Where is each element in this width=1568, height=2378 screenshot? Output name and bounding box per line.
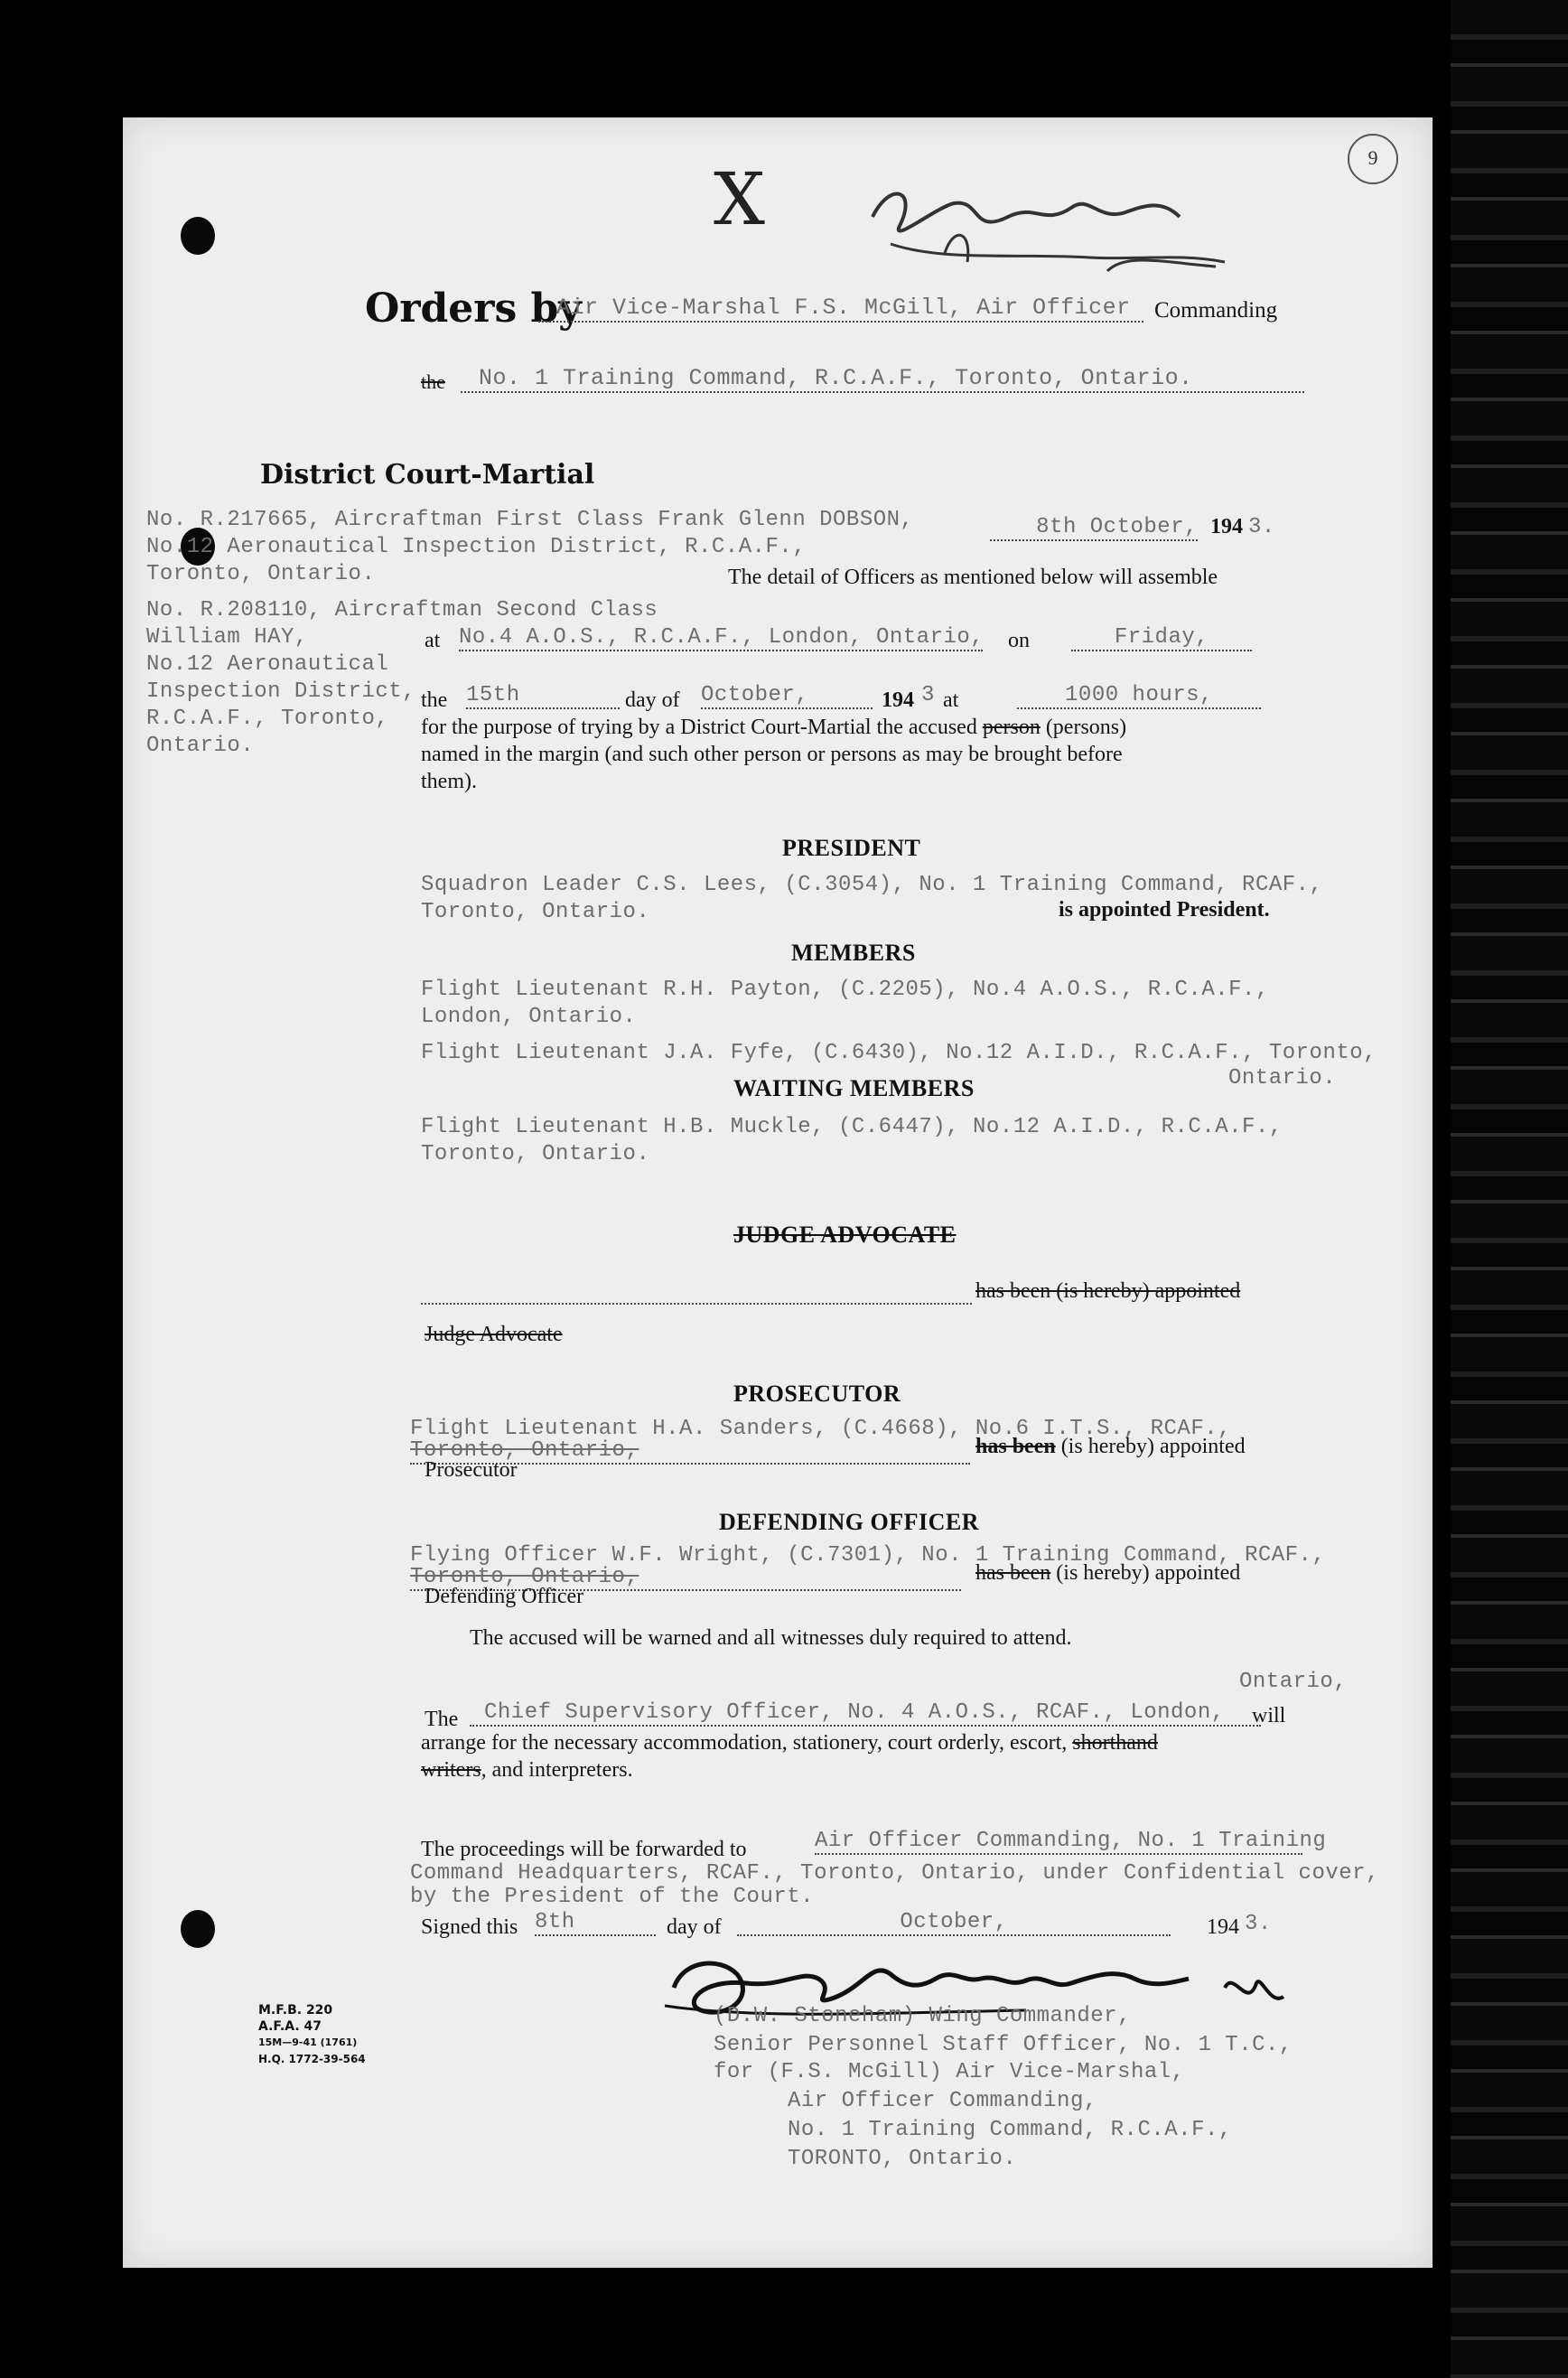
arrange-shorthand: shorthand xyxy=(1072,1731,1158,1755)
order-year-prefix: 194 xyxy=(1210,515,1243,538)
members-heading: MEMBERS xyxy=(791,940,916,966)
assembly-place: No.4 A.O.S., R.C.A.F., London, Ontario, xyxy=(459,625,985,650)
accused-2-line-4: Inspection District, xyxy=(146,679,416,704)
accused-warning-text: The accused will be warned and all witnesses duly required to attend. xyxy=(470,1626,1072,1650)
on-label: on xyxy=(1008,629,1030,652)
signature-line-4: Air Officer Commanding, xyxy=(788,2089,1097,2113)
arrange-writers: writers xyxy=(421,1758,481,1782)
prosecutor-line-2: Toronto, Ontario, xyxy=(410,1438,970,1465)
forward-line-2: Command Headquarters, RCAF., Toronto, Ontario, under Confidential cover, xyxy=(410,1861,1379,1886)
film-edge-strip xyxy=(1451,0,1568,2378)
purpose-line-3: them). xyxy=(421,770,477,793)
assembly-month: October, xyxy=(701,683,873,709)
accused-2-line-6: Ontario. xyxy=(146,734,255,758)
struck-person: person xyxy=(982,716,1041,739)
president-line-2: Toronto, Ontario. xyxy=(421,900,650,924)
the-day-label: the xyxy=(421,688,448,712)
signature-line-1: (D.W. Stoneham) Wing Commander, xyxy=(714,2004,1131,2028)
order-year-suffix: 3. xyxy=(1248,515,1275,539)
arrange-line-2 xyxy=(421,1731,1158,1755)
arrange-ontario: Ontario, xyxy=(1239,1670,1348,1694)
member-1-line-1: Flight Lieutenant R.H. Payton, (C.2205), No.4 A.O.S., R.C.A.F., xyxy=(421,978,1269,1002)
commanding-label: Commanding xyxy=(1154,298,1278,323)
punch-hole-bottom xyxy=(181,1910,215,1948)
prosecutor-hereby: (is hereby) appointed xyxy=(1060,1435,1246,1458)
forward-line-1: Air Officer Commanding, No. 1 Training xyxy=(815,1829,1327,1853)
accused-2-line-1: No. R.208110, Aircraftman Second Class xyxy=(146,598,658,623)
orders-by-heading: Orders by xyxy=(365,286,582,332)
president-heading: PRESIDENT xyxy=(782,835,921,861)
form-number-2: A.F.A. 47 xyxy=(258,2019,322,2034)
day-of-label: day of xyxy=(625,688,680,712)
purpose-line-2: named in the margin (and such other person or persons as may be brought before xyxy=(421,743,1123,766)
arrange-the: The xyxy=(425,1708,459,1731)
assembly-weekday: Friday, xyxy=(1071,625,1252,651)
detail-text: The detail of Officers as mentioned below will assemble xyxy=(728,566,1218,589)
member-2-line-1: Flight Lieutenant J.A. Fyfe, (C.6430), No.12 A.I.D., R.C.A.F., Toronto, xyxy=(421,1041,1377,1065)
form-number-1: M.F.B. 220 xyxy=(258,2003,333,2018)
accused-1-line-1: No. R.217665, Aircraftman First Class Frank Glenn DOBSON, xyxy=(146,508,914,532)
arrange-line-3 xyxy=(421,1758,633,1783)
defending-has-been: has been xyxy=(975,1561,1051,1585)
president-appointed: is appointed President. xyxy=(1059,898,1270,922)
handwritten-president-signature xyxy=(836,154,1378,289)
arrange-will: will xyxy=(1252,1704,1286,1727)
issuing-officer: Air Vice-Marshal F.S. McGill, Air Officer xyxy=(538,295,1143,323)
assembly-time: 1000 hours, xyxy=(1017,683,1261,709)
waiting-member-line-2: Toronto, Ontario. xyxy=(421,1142,650,1166)
arrange-officer: Chief Supervisory Officer, No. 4 A.O.S., RCAF., London, xyxy=(470,1700,1261,1727)
purpose-text: for the purpose of trying by a District Court-Martial the accused xyxy=(421,716,977,739)
signed-year-prefix: 194 xyxy=(1207,1915,1239,1939)
assembly-year-prefix: 194 xyxy=(882,688,914,712)
signature-line-5: No. 1 Training Command, R.C.A.F., xyxy=(788,2118,1232,2142)
signed-this-label: Signed this xyxy=(421,1915,518,1939)
punch-hole-top xyxy=(181,217,215,255)
judge-advocate-appointed: has been (is hereby) appointed xyxy=(975,1279,1241,1303)
member-1-line-2: London, Ontario. xyxy=(421,1005,637,1029)
president-line-1: Squadron Leader C.S. Lees, (C.3054), No. 1 Training Command, RCAF., xyxy=(421,873,1323,897)
member-2-line-2: Ontario. xyxy=(1228,1066,1337,1091)
at-time-label: at xyxy=(943,688,959,712)
prosecutor-appointed xyxy=(975,1435,1246,1459)
the-label: the xyxy=(421,370,445,393)
arrange-line-2-text: arrange for the necessary accommodation, stationery, court orderly, escort, xyxy=(421,1731,1068,1755)
waiting-member-line-1: Flight Lieutenant H.B. Muckle, (C.6447), No.12 A.I.D., R.C.A.F., xyxy=(421,1115,1283,1139)
assembly-day: 15th xyxy=(466,683,620,709)
accused-2-line-3: No.12 Aeronautical xyxy=(146,652,389,677)
defending-line-1: Flying Officer W.F. Wright, (C.7301), No. 1 Training Command, RCAF., xyxy=(410,1543,1326,1568)
handwritten-x-mark: X xyxy=(714,157,765,241)
judge-advocate-blank xyxy=(421,1283,972,1305)
signature-line-3: for (F.S. McGill) Air Vice-Marshal, xyxy=(714,2060,1185,2084)
page-number-circle: 9 xyxy=(1348,134,1398,184)
purpose-persons: (persons) xyxy=(1045,716,1127,739)
form-number-3: 15M—9-41 (1761) xyxy=(258,2036,358,2048)
order-date: 8th October, xyxy=(990,515,1198,541)
forward-text: The proceedings will be forwarded to xyxy=(421,1838,747,1861)
accused-2-line-5: R.C.A.F., Toronto, xyxy=(146,707,389,731)
document-page xyxy=(123,117,1433,2268)
at-label: at xyxy=(425,629,441,652)
defending-hereby: (is hereby) appointed xyxy=(1056,1561,1241,1585)
forward-line-3: by the President of the Court. xyxy=(410,1885,815,1909)
judge-advocate-heading: JUDGE ADVOCATE xyxy=(733,1222,957,1248)
judge-advocate-label: Judge Advocate xyxy=(425,1323,563,1346)
district-court-martial-title: District Court-Martial xyxy=(260,459,595,491)
signed-year-suffix: 3. xyxy=(1245,1912,1272,1936)
signed-month: October, xyxy=(737,1910,1171,1936)
signed-day: 8th xyxy=(535,1910,656,1936)
prosecutor-line-1: Flight Lieutenant H.A. Sanders, (C.4668), No.6 I.T.S., RCAF., xyxy=(410,1417,1232,1441)
prosecutor-label: Prosecutor xyxy=(425,1458,518,1482)
signature-line-2: Senior Personnel Staff Officer, No. 1 T.C., xyxy=(714,2033,1293,2057)
accused-1-line-2: No.12 Aeronautical Inspection District, R.C.A.F., xyxy=(146,535,807,559)
purpose-line-1 xyxy=(421,716,1126,740)
defending-appointed xyxy=(975,1561,1240,1586)
accused-2-line-2: William HAY, xyxy=(146,625,308,650)
defending-label: Defending Officer xyxy=(425,1585,584,1608)
defending-line-2: Toronto, Ontario, xyxy=(410,1565,961,1591)
form-number-block xyxy=(258,2002,366,2067)
signed-day-of: day of xyxy=(667,1915,722,1939)
prosecutor-heading: PROSECUTOR xyxy=(733,1381,901,1407)
prosecutor-has-been: has been xyxy=(975,1435,1056,1458)
waiting-members-heading: WAITING MEMBERS xyxy=(733,1075,975,1101)
arrange-interpreters: , and interpreters. xyxy=(481,1758,633,1782)
defending-officer-heading: DEFENDING OFFICER xyxy=(719,1509,980,1535)
accused-1-line-3: Toronto, Ontario. xyxy=(146,562,376,586)
signature-line-6: TORONTO, Ontario. xyxy=(788,2147,1017,2171)
command-name: No. 1 Training Command, R.C.A.F., Toronto, Ontario. xyxy=(461,365,1304,393)
form-number-4: H.Q. 1772-39-564 xyxy=(258,2053,366,2065)
assembly-year-suffix: 3 xyxy=(921,683,935,707)
